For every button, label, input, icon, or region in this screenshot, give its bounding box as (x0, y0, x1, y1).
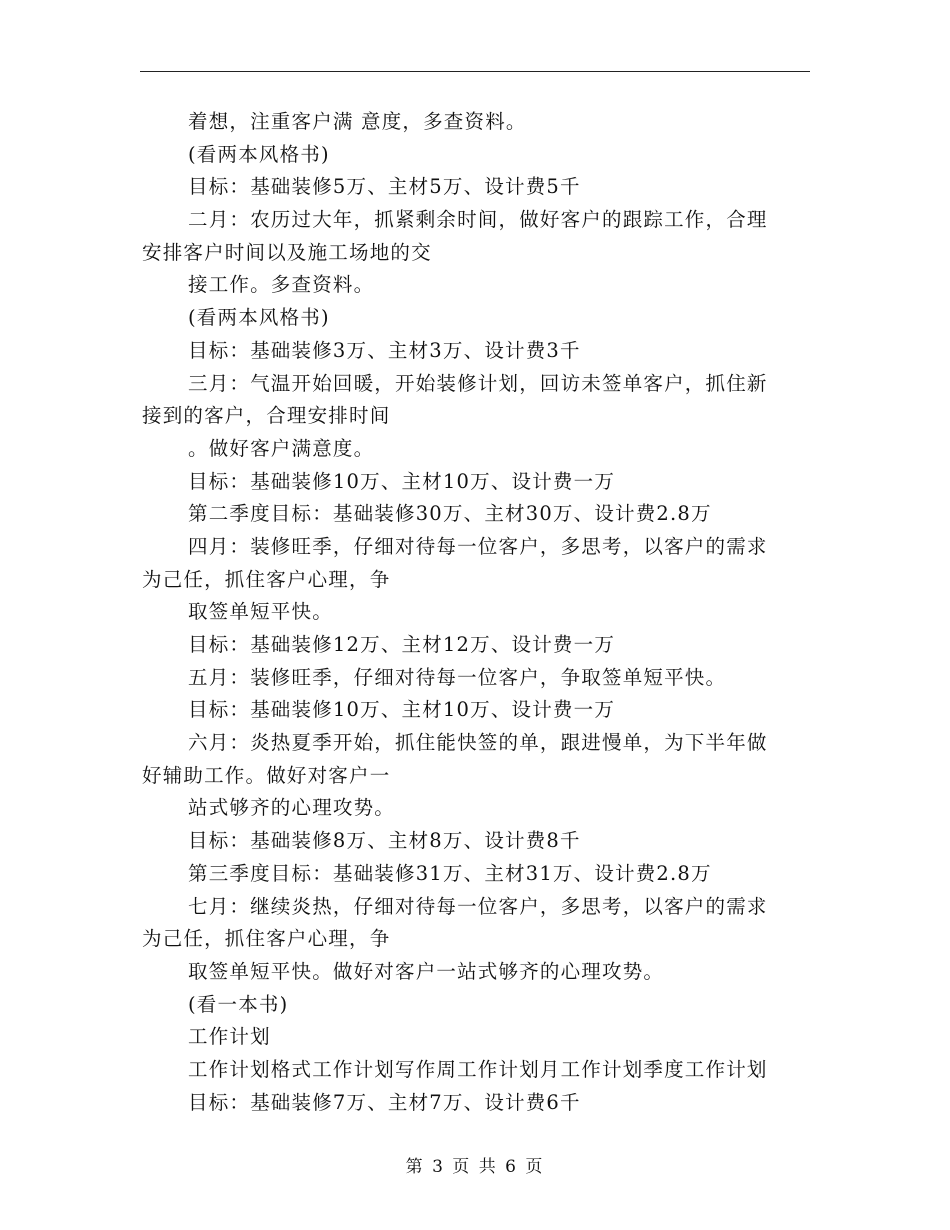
text-line: 着想，注重客户满 意度，多查资料。 (188, 110, 527, 133)
text-line: 好辅助工作。做好对客户一 (142, 763, 391, 787)
text-line: 接到的客户，合理安排时间 (142, 404, 391, 428)
text-line: 目标：基础装修7万、主材7万、设计费6千 (188, 1090, 581, 1114)
header-rule (140, 71, 810, 72)
text-line: 目标：基础装修12万、主材12万、设计费一万 (188, 633, 616, 656)
text-line: 二月：农历过大年，抓紧剩余时间，做好客户的跟踪工作，合理 (188, 208, 768, 232)
text-line: 工作计划格式工作计划写作周工作计划月工作计划季度工作计划 (188, 1057, 768, 1081)
text-line: 取签单短平快。 (188, 600, 333, 624)
text-line: 工作计划 (188, 1025, 271, 1049)
text-line: 目标：基础装修10万、主材10万、设计费一万 (188, 698, 616, 722)
text-line: 目标：基础装修10万、主材10万、设计费一万 (188, 469, 616, 493)
text-line: 取签单短平快。做好对客户一站式够齐的心理攻势。 (188, 959, 665, 983)
text-line: 为己任，抓住客户心理，争 (142, 567, 391, 591)
text-line: 目标：基础装修8万、主材8万、设计费8千 (188, 829, 581, 853)
text-line: 。做好客户满意度。 (188, 436, 375, 460)
text-line: 目标：基础装修5万、主材5万、设计费5千 (188, 175, 581, 199)
text-line: 站式够齐的心理攻势。 (188, 796, 396, 820)
text-line: 四月：装修旺季，仔细对待每一位客户，多思考，以客户的需求 (188, 534, 768, 558)
text-line: 接工作。多查资料。 (188, 273, 375, 297)
text-line: (看两本风格书) (188, 142, 330, 166)
text-line: 七月：继续炎热，仔细对待每一位客户，多思考，以客户的需求 (188, 894, 768, 918)
text-line: 五月：装修旺季，仔细对待每一位客户，争取签单短平快。 (188, 665, 727, 689)
text-line: 三月：气温开始回暖，开始装修计划，回访未签单客户，抓住新 (188, 371, 768, 395)
text-line: 安排客户时间以及施工场地的交 (142, 240, 432, 264)
text-line: 六月：炎热夏季开始，抓住能快签的单，跟进慢单，为下半年做 (188, 731, 768, 755)
text-line: 为己任，抓住客户心理，争 (142, 927, 391, 951)
document-body (142, 106, 798, 1119)
text-line: (看一本书) (188, 992, 289, 1016)
text-line: 目标：基础装修3万、主材3万、设计费3千 (188, 338, 581, 362)
text-line: 第三季度目标：基础装修31万、主材31万、设计费2.8万 (188, 861, 712, 885)
page-number-footer: 第 3 页 共 6 页 (405, 1157, 545, 1177)
text-line: (看两本风格书) (188, 306, 330, 330)
text-line: 第二季度目标：基础装修30万、主材30万、设计费2.8万 (188, 502, 712, 526)
